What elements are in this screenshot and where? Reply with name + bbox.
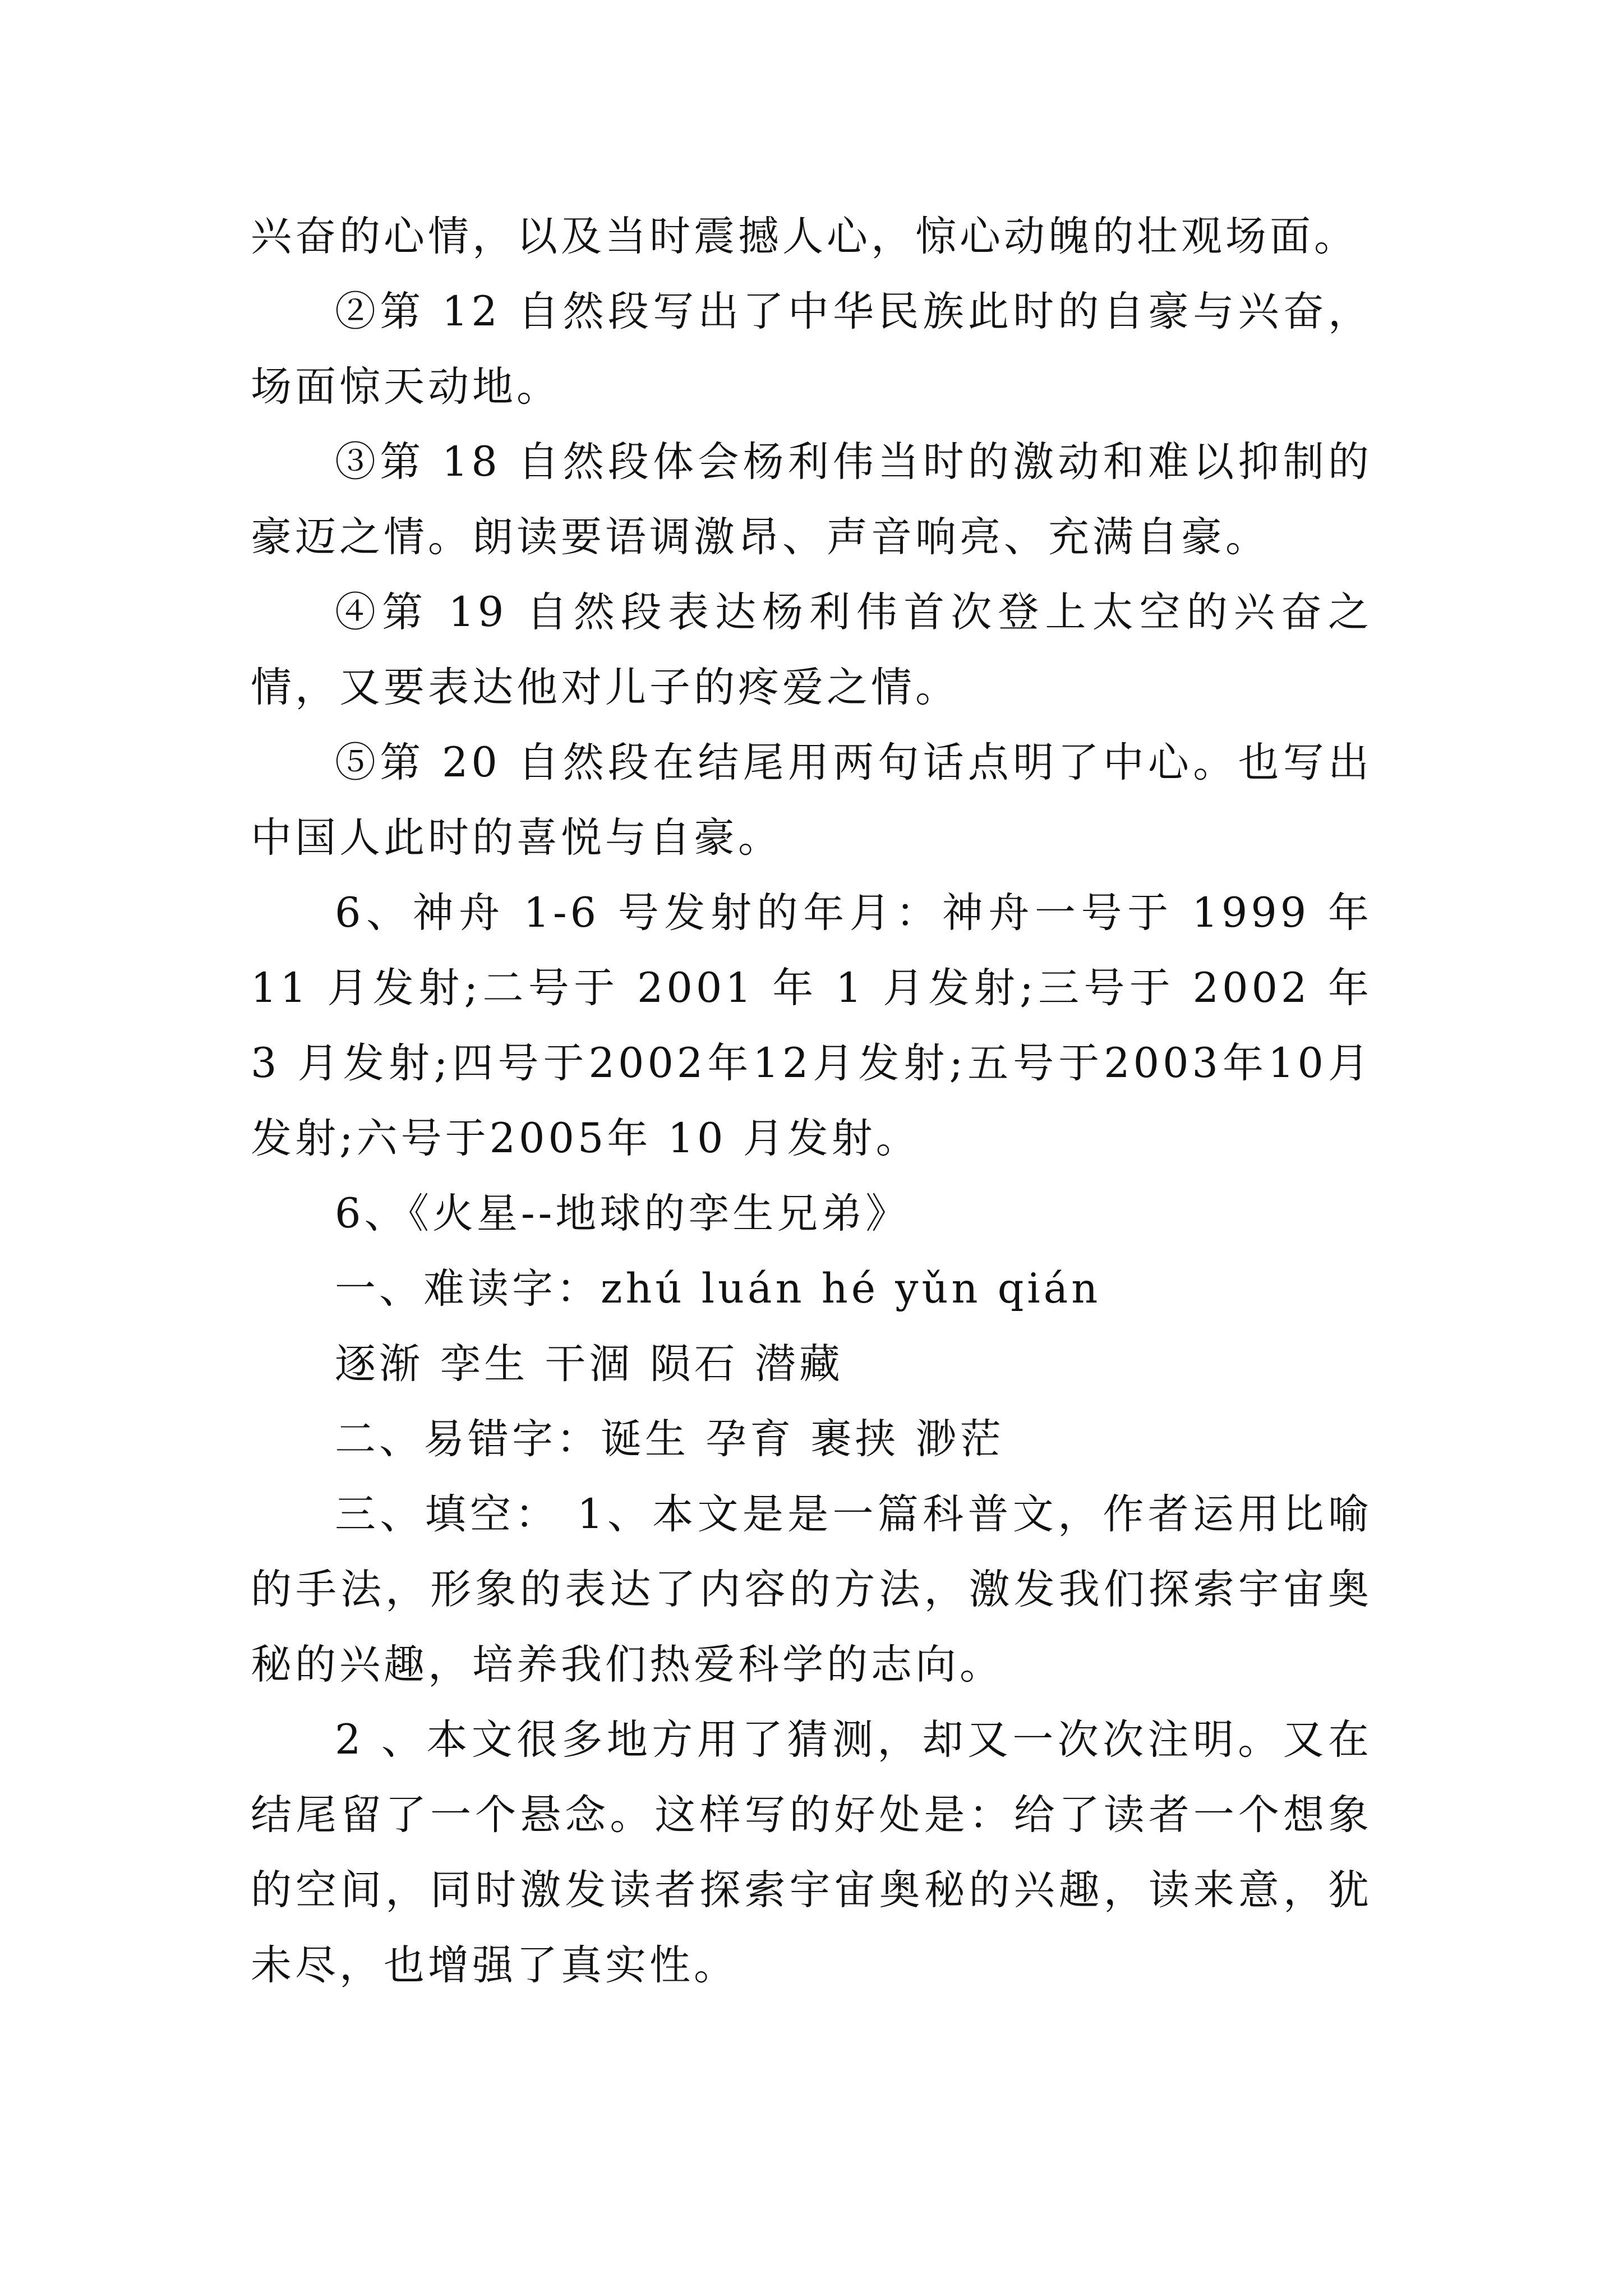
document-body xyxy=(251,199,1372,2003)
fill-in-item-2: 2 、本文很多地方用了猜测，却又一次次注明。又在结尾留了一个悬念。这样写的好处是：给了读者一个想象的空间，同时激发读者探索宇宙奥秘的兴趣，读来意，犹未尽，也增强了真实性。 xyxy=(251,1716,1372,1989)
paragraph-3: ③第 18 自然段体会杨利伟当时的激动和难以抑制的豪迈之情。朗读要语调激昂、声音响亮、充满自豪。 xyxy=(251,438,1372,561)
easy-mistake-words: 二、易错字：诞生 孕育 裹挟 渺茫 xyxy=(335,1415,1004,1463)
paragraph-2: ②第 12 自然段写出了中华民族此时的自豪与兴奋，场面惊天动地。 xyxy=(251,288,1372,411)
paragraph-6: 6、神舟 1-6 号发射的年月：神舟一号于 1999 年 11 月发射;二号于 2001 年 1 月发射;三号于 2002 年 3 月发射;四号于2002年12月发射;五号于2003年10月发射;六号于2005年 10 月发射。 xyxy=(251,889,1372,1162)
hard-words-pinyin: 一、难读字：zhú luán hé yǔn qián xyxy=(335,1265,1101,1313)
paragraph-5: ⑤第 20 自然段在结尾用两句话点明了中心。也写出中国人此时的喜悦与自豪。 xyxy=(251,739,1372,862)
paragraph-4: ④第 19 自然段表达杨利伟首次登上太空的兴奋之情，又要表达他对儿子的疼爱之情。 xyxy=(251,588,1372,711)
fill-in-item-1: 三、填空： 1、本文是是一篇科普文，作者运用比喻的手法，形象的表达了内容的方法，激发我们探索宇宙奥秘的兴趣，培养我们热爱科学的志向。 xyxy=(251,1490,1372,1688)
section-title: 6、《火星--地球的孪生兄弟》 xyxy=(335,1190,910,1237)
paragraph-1: 兴奋的心情，以及当时震撼人心，惊心动魄的壮观场面。 xyxy=(251,213,1358,260)
hard-words-chars: 逐渐 孪生 干涸 陨石 潜藏 xyxy=(335,1340,843,1388)
